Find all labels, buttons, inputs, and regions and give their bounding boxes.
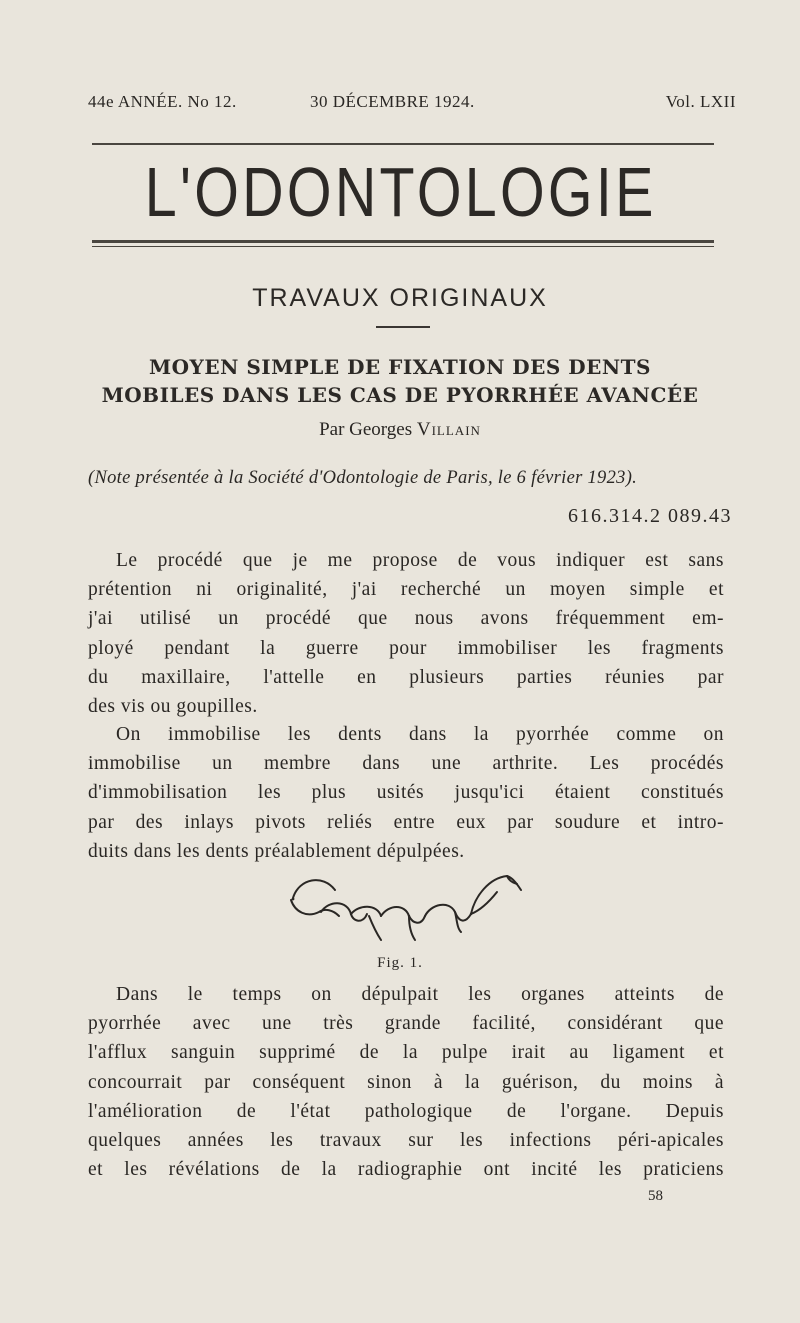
section-divider (376, 326, 430, 328)
issue-number: 44e ANNÉE. No 12. (88, 92, 237, 111)
classification-code: 616.314.2 089.43 (568, 505, 732, 527)
paragraph-3 (88, 980, 724, 1184)
figure-splint-illustration (285, 870, 525, 945)
presentation-note: (Note présentée à la Société d'Odontologie de Paris, le 6 février 1923). (88, 468, 638, 488)
article-title-line-1: MOYEN SIMPLE DE FIXATION DES DENTS (149, 355, 651, 379)
author-name: Villain (416, 419, 481, 440)
volume-number: Vol. LXII (665, 92, 736, 111)
page-number: 58 (648, 1188, 663, 1204)
paragraph-2 (88, 720, 724, 866)
text-line: et les révélations de la radiographie ont incité les praticiens (88, 1159, 724, 1181)
figure-caption: Fig. 1. (377, 955, 423, 971)
text-line: Dans le temps on dépulpait les organes atteints de (116, 984, 724, 1005)
title-rule-thin (92, 246, 714, 247)
paragraph-1 (88, 546, 724, 721)
text-line: Le procédé que je me propose de vous indiquer est sans (116, 550, 724, 571)
byline-prefix: Par Georges (319, 419, 413, 440)
text-line: l'amélioration de l'état pathologique de l'organe. Depuis (88, 1100, 724, 1122)
text-line: duits dans les dents préalablement dépulpées. (88, 840, 465, 862)
text-line: l'afflux sanguin supprimé de la pulpe irait au ligament et (88, 1042, 724, 1064)
issue-date: 30 DÉCEMBRE 1924. (310, 92, 475, 111)
page-header (88, 92, 736, 118)
header-rule (92, 143, 714, 145)
title-rule-thick (92, 240, 714, 243)
byline (0, 419, 800, 441)
text-line: ployé pendant la guerre pour immobiliser les fragments (88, 637, 724, 659)
text-line: immobilise un membre dans une arthrite. Les procédés (88, 753, 724, 775)
text-line: d'immobilisation les plus usités jusqu'ici étaient constitués (88, 782, 724, 804)
text-line: pyorrhée avec une très grande facilité, considérant que (88, 1013, 724, 1035)
article-title-line-2: MOBILES DANS LES CAS DE PYORRHÉE AVANCÉE (101, 383, 699, 407)
text-line: j'ai utilisé un procédé que nous avons fréquemment em- (88, 608, 724, 630)
text-line: concourrait par conséquent sinon à la guérison, du moins à (88, 1071, 724, 1093)
section-title: TRAVAUX ORIGINAUX (252, 284, 548, 312)
text-line: prétention ni originalité, j'ai recherché un moyen simple et (88, 579, 724, 601)
text-line: des vis ou goupilles. (88, 695, 258, 717)
text-line: du maxillaire, l'attelle en plusieurs parties réunies par (88, 666, 724, 688)
text-line: On immobilise les dents dans la pyorrhée comme on (116, 724, 724, 745)
text-line: quelques années les travaux sur les infections péri-apicales (88, 1129, 724, 1151)
text-line: par des inlays pivots reliés entre eux par soudure et intro- (88, 811, 724, 833)
journal-title: L'ODONTOLOGIE (144, 153, 657, 231)
